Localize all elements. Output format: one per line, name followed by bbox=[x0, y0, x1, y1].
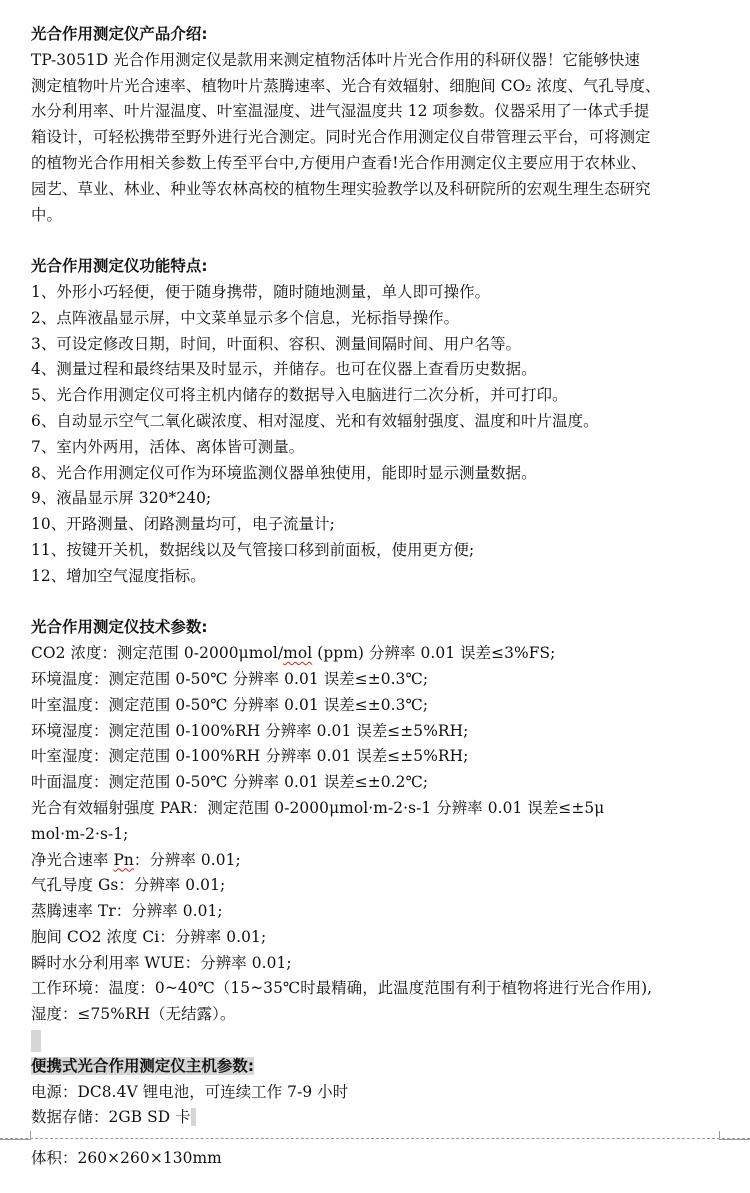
blank-line bbox=[31, 590, 731, 616]
feature-item: 2、点阵液晶显示屏，中文菜单显示多个信息，光标指导操作。 bbox=[31, 308, 460, 327]
intro-line: 测定植物叶片光合速率、植物叶片蒸腾速率、光合有效辐射、细胞间 CO₂ 浓度、气孔导度、 bbox=[31, 76, 661, 95]
spec-co2-rest: (ppm) 分辨率 0.01 误差≤3%FS; bbox=[312, 644, 556, 663]
next-page-body bbox=[31, 1146, 222, 1172]
spec-pn bbox=[31, 848, 731, 874]
intro-line: TP-3051D 光合作用测定仪是款用来测定植物活体叶片光合作用的科研仪器！它能够快速 bbox=[31, 50, 640, 69]
spec-line: 胞间 CO2 浓度 Ci：分辨率 0.01; bbox=[31, 927, 267, 946]
host-power: 电源：DC8.4V 锂电池，可连续工作 7-9 小时 bbox=[31, 1082, 349, 1101]
spec-line: 湿度：≤75%RH（无结露）。 bbox=[31, 1005, 236, 1024]
intro-heading: 光合作用测定仪产品介绍: bbox=[31, 25, 208, 43]
host-volume: 体积：260×260×130mm bbox=[31, 1149, 222, 1167]
intro-line: 的植物光合作用相关参数上传至平台中,方便用户查看!光合作用测定仪主要应用于农林业、 bbox=[31, 153, 647, 172]
blank-line bbox=[31, 1028, 731, 1054]
spec-line: 瞬时水分利用率 WUE：分辨率 0.01; bbox=[31, 953, 292, 972]
feature-item: 9、液晶显示屏 320*240; bbox=[31, 489, 212, 508]
spelling-mark: mol bbox=[283, 644, 313, 663]
feature-item: 3、可设定修改日期，时间，叶面积、容积、测量间隔时间、用户名等。 bbox=[31, 334, 522, 353]
selection-block bbox=[31, 1030, 41, 1052]
spec-line: 叶室湿度：测定范围 0-100%RH 分辨率 0.01 误差≤±5%RH; bbox=[31, 747, 469, 766]
spec-line: 工作环境：温度：0~40℃（15~35℃时最精确，此温度范围有利于植物将进行光合作用), bbox=[31, 979, 653, 998]
spec-line: 光合有效辐射强度 PAR：测定范围 0-2000μmol·m-2·s-1 分辨率 0.01 误差≤±5μ bbox=[31, 798, 605, 817]
host-heading-text: 便携式光合作用测定仪主机参数: bbox=[31, 1056, 255, 1075]
spec-co2-text: CO2 浓度：测定范围 0-2000μmol/ bbox=[31, 644, 284, 663]
intro-line: 中。 bbox=[31, 205, 62, 224]
intro-line: 园艺、草业、林业、种业等农林高校的植物生理实验教学以及科研院所的宏观生理生态研究 bbox=[31, 179, 651, 198]
feature-item: 6、自动显示空气二氧化碳浓度、相对湿度、光和有效辐射强度、温度和叶片温度。 bbox=[31, 411, 599, 430]
spelling-mark: Pn bbox=[113, 850, 134, 869]
spec-pn-text: 净光合速率 bbox=[31, 850, 114, 869]
specs-heading: 光合作用测定仪技术参数: bbox=[31, 618, 208, 637]
document-body bbox=[31, 22, 731, 1131]
blank-line bbox=[31, 228, 731, 254]
feature-item: 11、按键开关机，数据线以及气管接口移到前面板，使用更方便; bbox=[31, 540, 475, 559]
host-storage bbox=[31, 1105, 731, 1131]
feature-item: 10、开路测量、闭路测量均可，电子流量计; bbox=[31, 515, 335, 534]
intro-line: 箱设计，可轻松携带至野外进行光合测定。同时光合作用测定仪自带管理云平台，可将测定 bbox=[31, 128, 651, 147]
host-heading bbox=[31, 1054, 731, 1080]
spec-pn-rest: ：分辨率 0.01; bbox=[133, 850, 241, 869]
features-heading: 光合作用测定仪功能特点: bbox=[31, 257, 208, 276]
spec-line: 叶室温度：测定范围 0-50℃ 分辨率 0.01 误差≤±0.3℃; bbox=[31, 695, 429, 714]
feature-item: 1、外形小巧轻便，便于随身携带，随时随地测量，单人即可操作。 bbox=[31, 282, 491, 301]
spec-line: mol·m-2·s-1; bbox=[31, 824, 129, 843]
spec-line: 环境湿度：测定范围 0-100%RH 分辨率 0.01 误差≤±5%RH; bbox=[31, 721, 469, 740]
feature-item: 8、光合作用测定仪可作为环境监测仪器单独使用，能即时显示测量数据。 bbox=[31, 463, 537, 482]
feature-item: 4、测量过程和最终结果及时显示，并储存。也可在仪器上查看历史数据。 bbox=[31, 360, 537, 379]
spec-line: 蒸腾速率 Tr：分辨率 0.01; bbox=[31, 902, 223, 921]
intro-line: 水分利用率、叶片湿温度、叶室温湿度、进气湿温度共 12 项参数。仪器采用了一体式手提 bbox=[31, 102, 650, 121]
spec-line: 叶面温度：测定范围 0-50℃ 分辨率 0.01 误差≤±0.2℃; bbox=[31, 773, 429, 792]
page-break-rule bbox=[0, 1138, 750, 1139]
feature-item: 5、光合作用测定仪可将主机内储存的数据导入电脑进行二次分析，并可打印。 bbox=[31, 386, 568, 405]
spec-line: 气孔导度 Gs：分辨率 0.01; bbox=[31, 876, 226, 895]
spec-line: 环境温度：测定范围 0-50℃ 分辨率 0.01 误差≤±0.3℃; bbox=[31, 669, 429, 688]
host-storage-text: 数据存储：2GB SD 卡 bbox=[31, 1108, 191, 1127]
feature-item: 7、室内外两用，活体、离体皆可测量。 bbox=[31, 437, 305, 456]
highlight-mark bbox=[191, 1108, 196, 1126]
spec-co2 bbox=[31, 641, 731, 667]
feature-item: 12、增加空气湿度指标。 bbox=[31, 566, 206, 585]
